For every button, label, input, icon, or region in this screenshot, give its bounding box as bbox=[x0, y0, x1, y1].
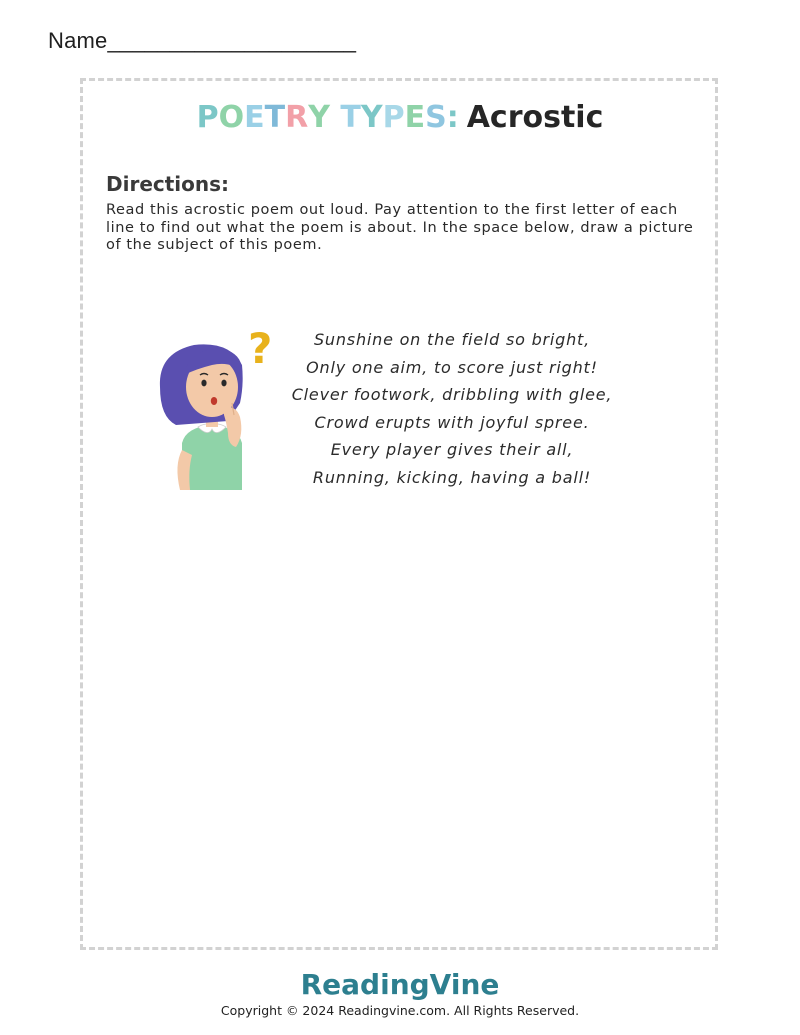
directions-heading: Directions: bbox=[106, 172, 230, 196]
title-letter: O bbox=[218, 100, 245, 135]
acrostic-poem bbox=[262, 326, 642, 491]
poem-line: Only one aim, to score just right! bbox=[306, 357, 598, 377]
worksheet-title bbox=[0, 100, 800, 135]
poem-line: Every player gives their all, bbox=[330, 440, 574, 459]
title-letter: E bbox=[404, 100, 426, 135]
title-letter: R bbox=[285, 100, 309, 135]
title-acrostic: Acrostic bbox=[466, 100, 604, 135]
thinking-girl-icon bbox=[150, 325, 280, 495]
title-poetry-types bbox=[197, 100, 459, 135]
poem-line: Crowd erupts with joyful spree. bbox=[314, 412, 590, 432]
title-letter: S bbox=[425, 100, 447, 135]
title-letter: E bbox=[244, 100, 265, 135]
title-letter: T bbox=[264, 100, 286, 135]
name-field-label: Name____________________ bbox=[48, 28, 357, 53]
title-letter: P bbox=[196, 100, 219, 135]
copyright-text: Copyright © 2024 Readingvine.com. All Rights Reserved. bbox=[220, 1003, 580, 1018]
poem-line: Sunshine on the field so bright, bbox=[313, 330, 591, 349]
title-letter: Y bbox=[308, 100, 330, 135]
readingvine-logo: ReadingVine bbox=[300, 968, 500, 1001]
title-letter: Y bbox=[360, 100, 383, 135]
title-letter: : bbox=[446, 100, 459, 135]
poem-line: Running, kicking, having a ball! bbox=[312, 467, 592, 487]
poem-line: Clever footwork, dribbling with glee, bbox=[291, 385, 613, 404]
title-letter: T bbox=[340, 100, 361, 135]
title-letter: P bbox=[382, 100, 405, 135]
directions-text: Read this acrostic poem out loud. Pay attention to the first letter of each line to find out what the poem is about. In the space below, draw a picture of the subject of this poem. bbox=[106, 202, 694, 253]
title-letter bbox=[330, 100, 340, 135]
question-mark-icon: ? bbox=[248, 325, 273, 373]
